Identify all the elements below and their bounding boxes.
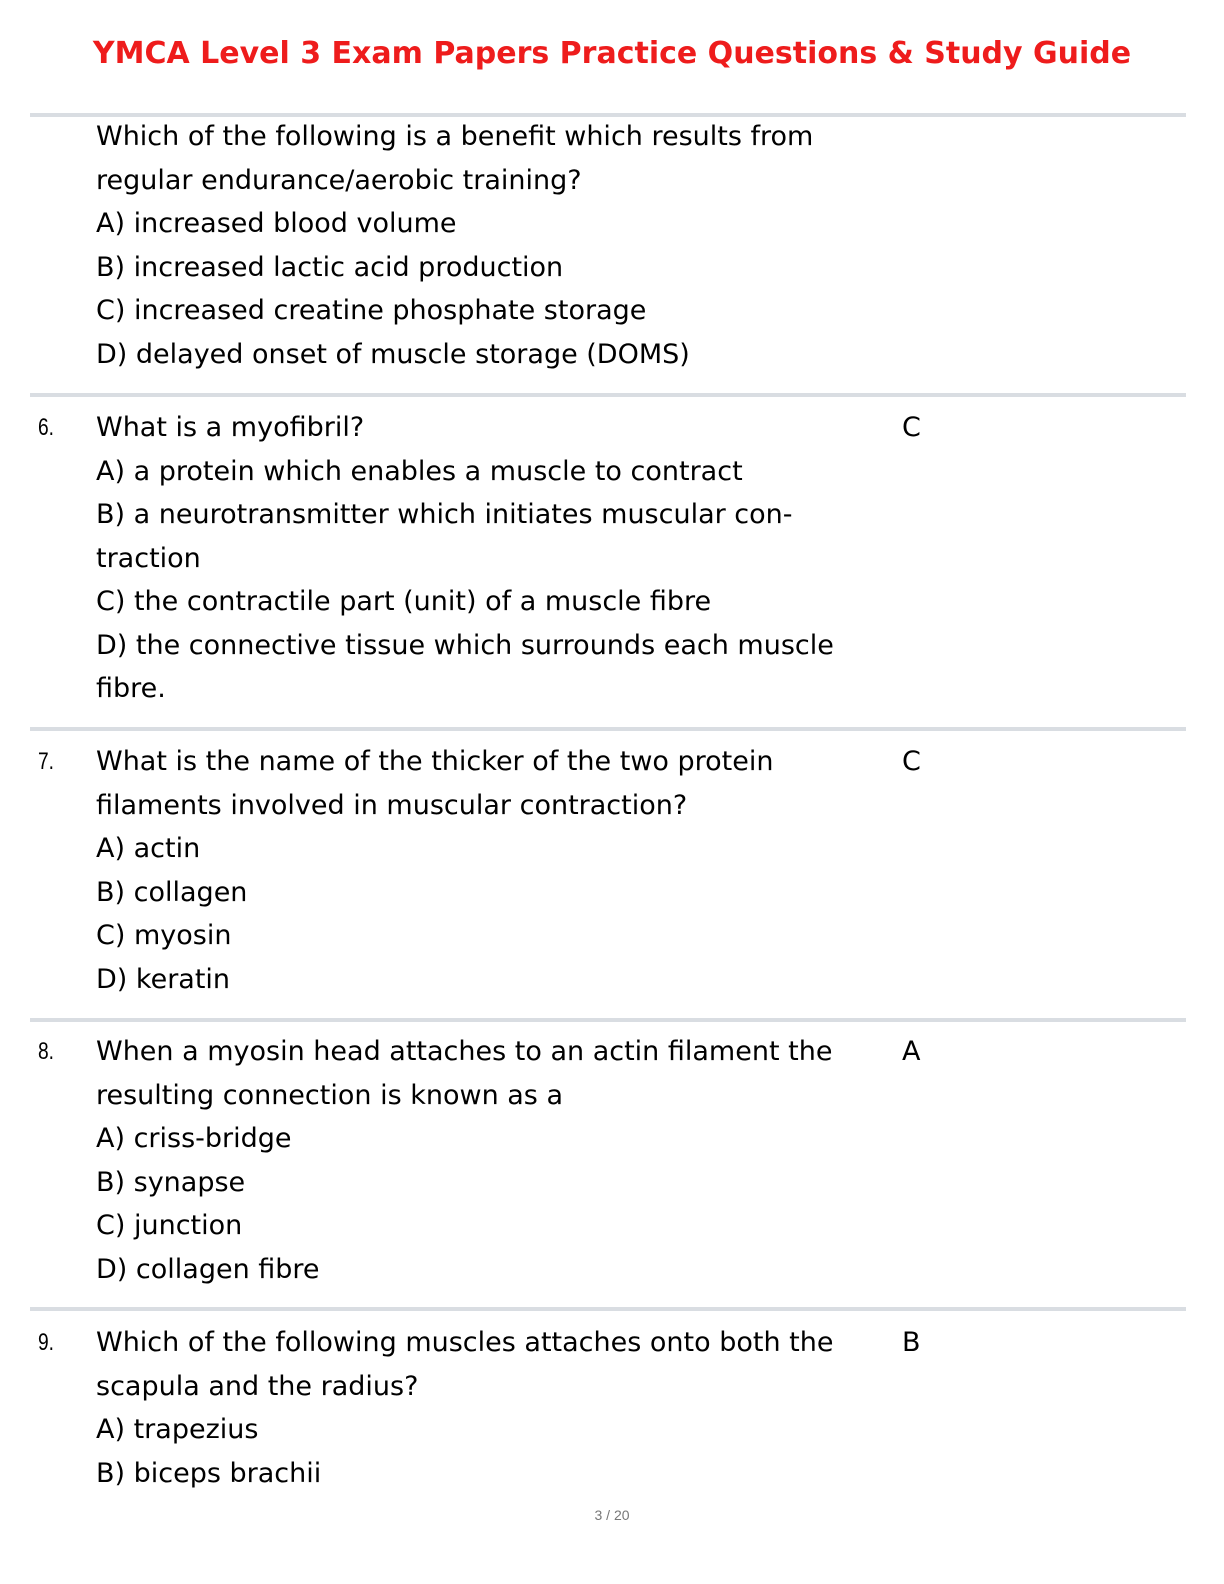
- question-text: [96, 1030, 896, 1291]
- option-a: A) increased blood volume: [96, 208, 457, 239]
- divider: [30, 727, 1186, 731]
- answer-key: A: [902, 1036, 921, 1067]
- question-line: When a myosin head attaches to an actin filament the: [96, 1036, 833, 1067]
- question-line: Which of the following muscles attaches onto both the: [96, 1327, 834, 1358]
- option-d: D) delayed onset of muscle storage (DOMS): [96, 338, 690, 370]
- option-d: D) collagen fibre: [96, 1253, 320, 1285]
- option-c: C) myosin: [96, 920, 232, 951]
- question-number: 7.: [38, 748, 55, 775]
- option-d: D) keratin: [96, 963, 231, 995]
- option-a: A) a protein which enables a muscle to contract: [96, 455, 743, 487]
- question-line: resulting connection is known as a: [96, 1079, 564, 1111]
- option-a: A) trapezius: [96, 1414, 259, 1445]
- option-b: B) increased lactic acid production: [96, 251, 564, 283]
- answer-key: C: [902, 746, 921, 777]
- option-b: B) synapse: [96, 1166, 246, 1198]
- divider: [30, 1307, 1186, 1311]
- option-b: B) biceps brachii: [96, 1457, 322, 1489]
- question-line: What is a myofibril?: [96, 412, 365, 443]
- divider: [30, 393, 1186, 397]
- answer-key: B: [902, 1327, 921, 1358]
- option-d-continued: fibre.: [96, 673, 166, 704]
- option-c: C) junction: [96, 1210, 243, 1241]
- question-line: regular endurance/aerobic training?: [96, 164, 582, 196]
- option-a: A) actin: [96, 833, 201, 864]
- page-indicator: 3 / 20: [594, 1507, 630, 1523]
- question-text: [96, 1321, 896, 1495]
- question-text: [96, 115, 896, 376]
- question-number: 9.: [38, 1329, 55, 1356]
- question-text: [96, 740, 896, 1001]
- question-line: scapula and the radius?: [96, 1370, 419, 1402]
- question-number: 8.: [38, 1038, 55, 1065]
- question-line: filaments involved in muscular contraction?: [96, 789, 688, 821]
- answer-key: C: [902, 412, 921, 443]
- option-b: B) collagen: [96, 876, 248, 908]
- question-number: 6.: [38, 414, 55, 441]
- question-line: What is the name of the thicker of the two protein: [96, 746, 774, 777]
- option-d: D) the connective tissue which surrounds each muscle: [96, 629, 834, 661]
- option-b-continued: traction: [96, 542, 201, 574]
- question-line: Which of the following is a benefit which results from: [96, 121, 814, 152]
- page-title: YMCA Level 3 Exam Papers Practice Questions & Study Guide: [92, 36, 1132, 71]
- option-c: C) increased creatine phosphate storage: [96, 295, 647, 326]
- option-c: C) the contractile part (unit) of a muscle fibre: [96, 586, 712, 617]
- option-b: B) a neurotransmitter which initiates muscular con-: [96, 499, 793, 530]
- question-text: [96, 406, 896, 711]
- divider: [30, 1018, 1186, 1022]
- option-a: A) criss-bridge: [96, 1123, 292, 1154]
